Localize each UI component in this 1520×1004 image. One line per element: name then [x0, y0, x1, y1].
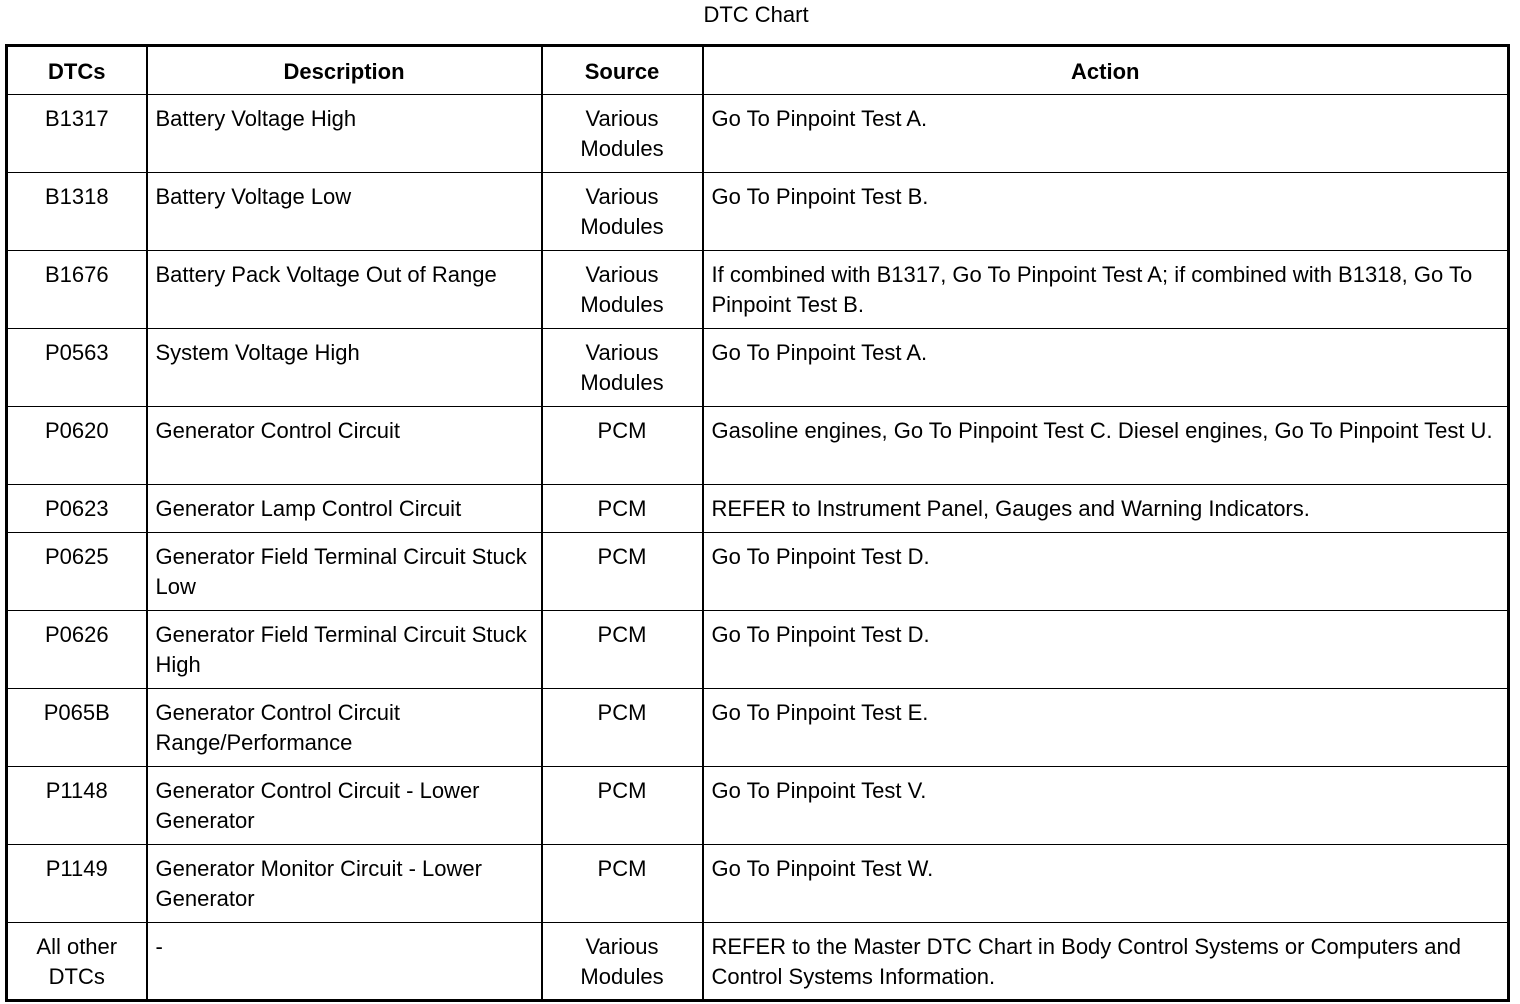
- cell-action: Go To Pinpoint Test B.: [703, 173, 1509, 251]
- cell-action: Go To Pinpoint Test A.: [703, 329, 1509, 407]
- table-row: [7, 485, 1509, 533]
- cell-description: -: [147, 923, 542, 1001]
- cell-description: System Voltage High: [147, 329, 542, 407]
- cell-description: Generator Control Circuit Range/Performance: [147, 689, 542, 767]
- cell-description: Battery Voltage Low: [147, 173, 542, 251]
- table-row: [7, 611, 1509, 689]
- table-row: [7, 95, 1509, 173]
- cell-source: Various Modules: [542, 329, 703, 407]
- table-row: [7, 329, 1509, 407]
- cell-dtc: P0626: [7, 611, 147, 689]
- page-title: DTC Chart: [703, 2, 809, 27]
- cell-dtc: P0620: [7, 407, 147, 485]
- cell-description: Generator Monitor Circuit - Lower Generator: [147, 845, 542, 923]
- cell-source: PCM: [542, 407, 703, 485]
- cell-source: PCM: [542, 533, 703, 611]
- header-source: Source: [542, 46, 703, 95]
- header-description: Description: [147, 46, 542, 95]
- cell-source: PCM: [542, 485, 703, 533]
- table-row: [7, 251, 1509, 329]
- cell-description: Generator Field Terminal Circuit Stuck High: [147, 611, 542, 689]
- cell-description: Battery Pack Voltage Out of Range: [147, 251, 542, 329]
- cell-dtc: P1149: [7, 845, 147, 923]
- cell-action: Go To Pinpoint Test E.: [703, 689, 1509, 767]
- cell-dtc: P065B: [7, 689, 147, 767]
- cell-description: Generator Control Circuit: [147, 407, 542, 485]
- cell-action: Go To Pinpoint Test D.: [703, 533, 1509, 611]
- cell-source: PCM: [542, 845, 703, 923]
- table-row: [7, 407, 1509, 485]
- table-row: [7, 767, 1509, 845]
- cell-action: REFER to Instrument Panel, Gauges and Warning Indicators.: [703, 485, 1509, 533]
- cell-dtc: B1676: [7, 251, 147, 329]
- cell-action: Go To Pinpoint Test D.: [703, 611, 1509, 689]
- cell-action: Gasoline engines, Go To Pinpoint Test C. Diesel engines, Go To Pinpoint Test U.: [703, 407, 1509, 485]
- cell-action: Go To Pinpoint Test A.: [703, 95, 1509, 173]
- cell-description: Generator Field Terminal Circuit Stuck Low: [147, 533, 542, 611]
- cell-dtc: All other DTCs: [7, 923, 147, 1001]
- cell-source: Various Modules: [542, 251, 703, 329]
- table-row: [7, 845, 1509, 923]
- cell-source: PCM: [542, 767, 703, 845]
- cell-action: Go To Pinpoint Test V.: [703, 767, 1509, 845]
- cell-action: REFER to the Master DTC Chart in Body Control Systems or Computers and Control Systems Information.: [703, 923, 1509, 1001]
- cell-dtc: P0625: [7, 533, 147, 611]
- header-action: Action: [703, 46, 1509, 95]
- header-row: [7, 46, 1509, 95]
- table-row: [7, 173, 1509, 251]
- cell-dtc: P0563: [7, 329, 147, 407]
- cell-action: If combined with B1317, Go To Pinpoint Test A; if combined with B1318, Go To Pinpoint Test B.: [703, 251, 1509, 329]
- table-row: [7, 923, 1509, 1001]
- cell-action: Go To Pinpoint Test W.: [703, 845, 1509, 923]
- header-dtcs: DTCs: [7, 46, 147, 95]
- cell-description: Battery Voltage High: [147, 95, 542, 173]
- cell-description: Generator Lamp Control Circuit: [147, 485, 542, 533]
- cell-source: PCM: [542, 689, 703, 767]
- dtc-table: [5, 44, 1510, 1002]
- cell-dtc: P1148: [7, 767, 147, 845]
- cell-description: Generator Control Circuit - Lower Generator: [147, 767, 542, 845]
- table-row: [7, 533, 1509, 611]
- cell-source: Various Modules: [542, 95, 703, 173]
- cell-dtc: B1317: [7, 95, 147, 173]
- cell-source: PCM: [542, 611, 703, 689]
- cell-source: Various Modules: [542, 173, 703, 251]
- table-row: [7, 689, 1509, 767]
- cell-source: Various Modules: [542, 923, 703, 1001]
- cell-dtc: B1318: [7, 173, 147, 251]
- cell-dtc: P0623: [7, 485, 147, 533]
